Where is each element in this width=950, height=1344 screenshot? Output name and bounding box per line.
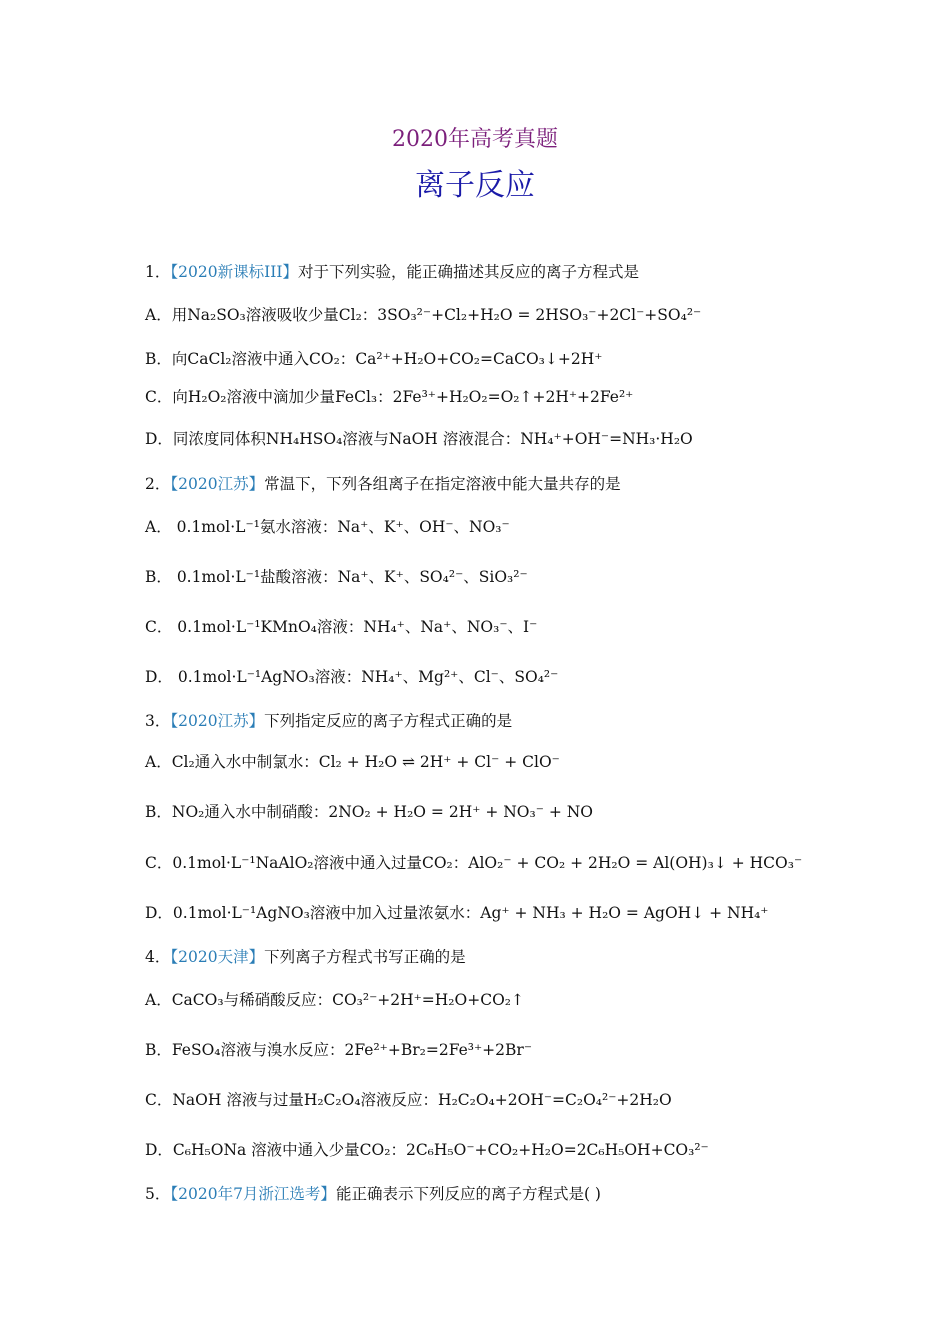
option-text: B．NO₂通入水中制硝酸：: [145, 803, 329, 821]
option-text: C．0.1mol·L⁻¹NaAlO₂溶液中通入过量CO₂：: [145, 854, 469, 872]
question-2-option-c: C． 0.1mol·L⁻¹KMnO₄溶液：NH₄⁺、Na⁺、NO₃⁻、I⁻: [145, 618, 538, 636]
topic-title: 离子反应: [415, 168, 535, 203]
option-text: A．Cl₂通入水中制氯水：: [145, 753, 319, 771]
option-equation: 3SO₃²⁻+Cl₂+H₂O = 2HSO₃⁻+2Cl⁻+SO₄²⁻: [377, 306, 702, 324]
option-equation: 2C₆H₅O⁻+CO₂+H₂O=2C₆H₅OH+CO₃²⁻: [405, 1141, 709, 1159]
question-4-option-b: [145, 1040, 532, 1060]
question-2-option-d: D． 0.1mol·L⁻¹AgNO₃溶液：NH₄⁺、Mg²⁺、Cl⁻、SO₄²⁻: [145, 668, 559, 686]
question-4-option-c: [145, 1090, 672, 1110]
option-equation: NH₄⁺+OH⁻=NH₃·H₂O: [520, 430, 693, 448]
option-text: A．用Na₂SO₃溶液吸收少量Cl₂：: [145, 306, 378, 324]
option-text: A．CaCO₃与稀硝酸反应：: [145, 991, 333, 1009]
option-text: D．同浓度同体积NH₄HSO₄溶液与NaOH 溶液混合：: [145, 430, 521, 448]
option-text: B．向CaCl₂溶液中通入CO₂：: [145, 350, 356, 368]
option-text: D．0.1mol·L⁻¹AgNO₃溶液中加入过量浓氨水：: [145, 904, 481, 922]
question-3-option-a: [145, 752, 560, 772]
question-1-stem: [145, 262, 639, 282]
question-3-stem: [145, 711, 512, 731]
year-title: 2020年高考真题: [392, 127, 558, 152]
question-1-option-b: [145, 349, 602, 369]
question-1-option-c: [145, 387, 633, 407]
question-number: 3．: [145, 712, 171, 730]
question-1-option-a: [145, 305, 701, 325]
question-text: 下列指定反应的离子方程式正确的是: [264, 712, 513, 730]
question-text: 对于下列实验，能正确描述其反应的离子方程式是: [297, 263, 639, 281]
option-equation: CO₃²⁻+2H⁺=H₂O+CO₂↑: [332, 991, 524, 1009]
option-equation: 2Fe³⁺+H₂O₂=O₂↑+2H⁺+2Fe²⁺: [392, 388, 634, 406]
question-number: 2．: [145, 475, 171, 493]
question-number: 4．: [145, 948, 171, 966]
question-4-option-a: [145, 990, 524, 1010]
question-3-option-b: [145, 802, 593, 822]
option-equation: Ca²⁺+H₂O+CO₂=CaCO₃↓+2H⁺: [355, 350, 603, 368]
question-source: 【2020年7月浙江选考】: [170, 1185, 336, 1203]
option-text: D．C₆H₅ONa 溶液中通入少量CO₂：: [145, 1141, 406, 1159]
question-source: 【2020江苏】: [170, 475, 265, 493]
question-3-option-d: [145, 903, 768, 923]
option-equation: 2Fe²⁺+Br₂=2Fe³⁺+2Br⁻: [344, 1041, 533, 1059]
option-text: C．NaOH 溶液与过量H₂C₂O₄溶液反应：: [145, 1091, 439, 1109]
question-source: 【2020天津】: [170, 948, 265, 966]
question-number: 1．: [145, 263, 171, 281]
question-2-option-b: B． 0.1mol·L⁻¹盐酸溶液：Na⁺、K⁺、SO₄²⁻、SiO₃²⁻: [145, 568, 528, 586]
question-text: 能正确表示下列反应的离子方程式是( ): [335, 1185, 601, 1203]
question-2-option-a: A． 0.1mol·L⁻¹氨水溶液：Na⁺、K⁺、OH⁻、NO₃⁻: [145, 518, 510, 536]
question-source: 【2020新课标III】: [170, 263, 298, 281]
option-equation: H₂C₂O₄+2OH⁻=C₂O₄²⁻+2H₂O: [438, 1091, 672, 1109]
question-1-option-d: [145, 429, 693, 449]
option-equation: Cl₂ + H₂O ⇌ 2H⁺ + Cl⁻ + ClO⁻: [318, 753, 560, 771]
question-text: 常温下，下列各组离子在指定溶液中能大量共存的是: [264, 475, 621, 493]
question-2-stem: [145, 474, 621, 494]
question-number: 5．: [145, 1185, 171, 1203]
question-text: 下列离子方程式书写正确的是: [264, 948, 466, 966]
option-equation: 2NO₂ + H₂O = 2H⁺ + NO₃⁻ + NO: [328, 803, 594, 821]
question-4-stem: [145, 947, 466, 967]
question-4-option-d: [145, 1140, 709, 1160]
option-text: B．FeSO₄溶液与溴水反应：: [145, 1041, 345, 1059]
question-5-stem: [145, 1184, 601, 1204]
question-3-option-c: [145, 853, 802, 873]
option-text: C．向H₂O₂溶液中滴加少量FeCl₃：: [145, 388, 393, 406]
option-equation: AlO₂⁻ + CO₂ + 2H₂O = Al(OH)₃↓ + HCO₃⁻: [468, 854, 803, 872]
question-source: 【2020江苏】: [170, 712, 265, 730]
option-equation: Ag⁺ + NH₃ + H₂O = AgOH↓ + NH₄⁺: [480, 904, 769, 922]
